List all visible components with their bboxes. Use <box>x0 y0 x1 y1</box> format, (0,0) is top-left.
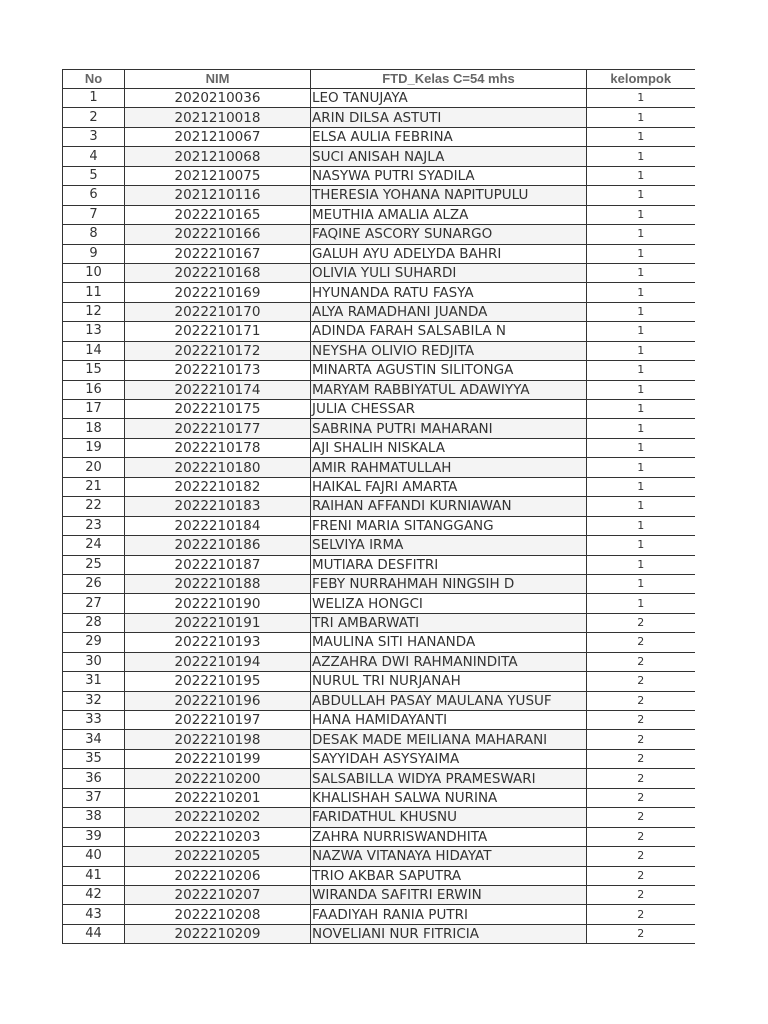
student-name: FRENI MARIA SITANGGANG <box>311 516 587 535</box>
student-nim: 2022210206 <box>125 866 311 885</box>
group-number: 1 <box>587 536 695 555</box>
row-number: 27 <box>63 594 125 613</box>
row-number: 11 <box>63 283 125 302</box>
table-row <box>63 108 695 127</box>
table-row <box>63 380 695 399</box>
group-number: 2 <box>587 691 695 710</box>
student-name: SABRINA PUTRI MAHARANI <box>311 419 587 438</box>
group-number: 1 <box>587 555 695 574</box>
student-nim: 2022210197 <box>125 711 311 730</box>
student-nim: 2022210207 <box>125 885 311 904</box>
table-row <box>63 808 695 827</box>
row-number: 25 <box>63 555 125 574</box>
group-number: 1 <box>587 205 695 224</box>
student-name: NASYWA PUTRI SYADILA <box>311 166 587 185</box>
table-row <box>63 749 695 768</box>
row-number: 44 <box>63 924 125 943</box>
table-row <box>63 225 695 244</box>
student-nim: 2021210018 <box>125 108 311 127</box>
table-row <box>63 263 695 282</box>
student-nim: 2021210116 <box>125 186 311 205</box>
student-nim: 2022210203 <box>125 827 311 846</box>
student-nim: 2022210195 <box>125 672 311 691</box>
student-name: HANA HAMIDAYANTI <box>311 711 587 730</box>
table-row <box>63 633 695 652</box>
row-number: 35 <box>63 749 125 768</box>
row-number: 3 <box>63 127 125 146</box>
group-number: 2 <box>587 711 695 730</box>
student-nim: 2022210205 <box>125 847 311 866</box>
student-nim: 2022210194 <box>125 652 311 671</box>
group-number: 2 <box>587 847 695 866</box>
student-name: ELSA AULIA FEBRINA <box>311 127 587 146</box>
table-row <box>63 477 695 496</box>
table-row <box>63 302 695 321</box>
table-row <box>63 458 695 477</box>
student-nim: 2022210186 <box>125 536 311 555</box>
table-row <box>63 769 695 788</box>
table-row <box>63 361 695 380</box>
row-number: 21 <box>63 477 125 496</box>
student-group-table <box>62 69 695 944</box>
table-row <box>63 322 695 341</box>
student-name: HYUNANDA RATU FASYA <box>311 283 587 302</box>
student-nim: 2022210202 <box>125 808 311 827</box>
student-name: MARYAM RABBIYATUL ADAWIYYA <box>311 380 587 399</box>
table-row <box>63 866 695 885</box>
student-name: NAZWA VITANAYA HIDAYAT <box>311 847 587 866</box>
group-number: 1 <box>587 380 695 399</box>
student-name: ARIN DILSA ASTUTI <box>311 108 587 127</box>
group-number: 1 <box>587 225 695 244</box>
student-nim: 2022210191 <box>125 613 311 632</box>
student-name: SUCI ANISAH NAJLA <box>311 147 587 166</box>
student-nim: 2021210067 <box>125 127 311 146</box>
student-nim: 2022210200 <box>125 769 311 788</box>
group-number: 2 <box>587 730 695 749</box>
student-nim: 2022210196 <box>125 691 311 710</box>
header-row <box>63 70 695 89</box>
student-name: FAADIYAH RANIA PUTRI <box>311 905 587 924</box>
row-number: 38 <box>63 808 125 827</box>
group-number: 1 <box>587 147 695 166</box>
student-name: RAIHAN AFFANDI KURNIAWAN <box>311 497 587 516</box>
student-name: SALSABILLA WIDYA PRAMESWARI <box>311 769 587 788</box>
table-row <box>63 419 695 438</box>
student-name: WIRANDA SAFITRI ERWIN <box>311 885 587 904</box>
student-nim: 2022210199 <box>125 749 311 768</box>
student-name: FEBY NURRAHMAH NINGSIH D <box>311 574 587 593</box>
student-nim: 2022210180 <box>125 458 311 477</box>
row-number: 13 <box>63 322 125 341</box>
student-name: LEO TANUJAYA <box>311 89 587 108</box>
student-name: MEUTHIA AMALIA ALZA <box>311 205 587 224</box>
table-row <box>63 905 695 924</box>
group-number: 2 <box>587 613 695 632</box>
student-name: AMIR RAHMATULLAH <box>311 458 587 477</box>
table-body <box>63 89 695 944</box>
table-row <box>63 613 695 632</box>
row-number: 42 <box>63 885 125 904</box>
header-kelompok: kelompok <box>587 70 695 89</box>
group-number: 2 <box>587 769 695 788</box>
table-row <box>63 166 695 185</box>
table-row <box>63 672 695 691</box>
student-name: SELVIYA IRMA <box>311 536 587 555</box>
group-number: 1 <box>587 186 695 205</box>
row-number: 12 <box>63 302 125 321</box>
student-nim: 2021210075 <box>125 166 311 185</box>
row-number: 30 <box>63 652 125 671</box>
student-name: MINARTA AGUSTIN SILITONGA <box>311 361 587 380</box>
student-nim: 2022210174 <box>125 380 311 399</box>
student-nim: 2020210036 <box>125 89 311 108</box>
row-number: 5 <box>63 166 125 185</box>
student-nim: 2022210173 <box>125 361 311 380</box>
student-name: MAULINA SITI HANANDA <box>311 633 587 652</box>
row-number: 41 <box>63 866 125 885</box>
student-name: THERESIA YOHANA NAPITUPULU <box>311 186 587 205</box>
student-name: FAQINE ASCORY SUNARGO <box>311 225 587 244</box>
student-nim: 2022210170 <box>125 302 311 321</box>
group-number: 1 <box>587 458 695 477</box>
table-row <box>63 788 695 807</box>
row-number: 28 <box>63 613 125 632</box>
student-nim: 2022210168 <box>125 263 311 282</box>
group-number: 2 <box>587 885 695 904</box>
group-number: 1 <box>587 594 695 613</box>
row-number: 34 <box>63 730 125 749</box>
row-number: 4 <box>63 147 125 166</box>
table-row <box>63 400 695 419</box>
student-nim: 2022210190 <box>125 594 311 613</box>
student-nim: 2022210187 <box>125 555 311 574</box>
group-number: 1 <box>587 497 695 516</box>
group-number: 1 <box>587 361 695 380</box>
group-number: 1 <box>587 419 695 438</box>
row-number: 26 <box>63 574 125 593</box>
row-number: 36 <box>63 769 125 788</box>
student-nim: 2022210175 <box>125 400 311 419</box>
group-number: 1 <box>587 400 695 419</box>
table-row <box>63 205 695 224</box>
row-number: 32 <box>63 691 125 710</box>
student-nim: 2022210184 <box>125 516 311 535</box>
student-name: ZAHRA NURRISWANDHITA <box>311 827 587 846</box>
student-nim: 2022210193 <box>125 633 311 652</box>
row-number: 16 <box>63 380 125 399</box>
group-number: 2 <box>587 808 695 827</box>
table-row <box>63 536 695 555</box>
group-number: 2 <box>587 788 695 807</box>
table-row <box>63 147 695 166</box>
group-number: 1 <box>587 438 695 457</box>
group-number: 1 <box>587 166 695 185</box>
group-number: 2 <box>587 633 695 652</box>
student-nim: 2022210209 <box>125 924 311 943</box>
student-name: HAIKAL FAJRI AMARTA <box>311 477 587 496</box>
row-number: 1 <box>63 89 125 108</box>
student-name: SAYYIDAH ASYSYAIMA <box>311 749 587 768</box>
table-row <box>63 283 695 302</box>
student-name: NOVELIANI NUR FITRICIA <box>311 924 587 943</box>
row-number: 40 <box>63 847 125 866</box>
student-name: AJI SHALIH NISKALA <box>311 438 587 457</box>
group-number: 2 <box>587 749 695 768</box>
group-number: 2 <box>587 905 695 924</box>
student-name: DESAK MADE MEILIANA MAHARANI <box>311 730 587 749</box>
table-row <box>63 574 695 593</box>
group-number: 2 <box>587 652 695 671</box>
header-no: No <box>63 70 125 89</box>
table-row <box>63 691 695 710</box>
header-nim: NIM <box>125 70 311 89</box>
row-number: 8 <box>63 225 125 244</box>
row-number: 2 <box>63 108 125 127</box>
group-number: 1 <box>587 574 695 593</box>
student-name: FARIDATHUL KHUSNU <box>311 808 587 827</box>
row-number: 19 <box>63 438 125 457</box>
student-nim: 2022210182 <box>125 477 311 496</box>
student-name: GALUH AYU ADELYDA BAHRI <box>311 244 587 263</box>
student-name: OLIVIA YULI SUHARDI <box>311 263 587 282</box>
table-row <box>63 555 695 574</box>
group-number: 1 <box>587 322 695 341</box>
student-nim: 2022210198 <box>125 730 311 749</box>
student-nim: 2022210201 <box>125 788 311 807</box>
student-nim: 2022210166 <box>125 225 311 244</box>
row-number: 14 <box>63 341 125 360</box>
student-name: TRI AMBARWATI <box>311 613 587 632</box>
group-number: 1 <box>587 302 695 321</box>
student-nim: 2021210068 <box>125 147 311 166</box>
table-row <box>63 847 695 866</box>
row-number: 33 <box>63 711 125 730</box>
row-number: 15 <box>63 361 125 380</box>
student-name: ALYA RAMADHANI JUANDA <box>311 302 587 321</box>
student-name: WELIZA HONGCI <box>311 594 587 613</box>
row-number: 6 <box>63 186 125 205</box>
table-row <box>63 730 695 749</box>
row-number: 29 <box>63 633 125 652</box>
group-number: 1 <box>587 108 695 127</box>
table-row <box>63 924 695 943</box>
table-row <box>63 497 695 516</box>
group-number: 1 <box>587 244 695 263</box>
group-number: 1 <box>587 127 695 146</box>
row-number: 43 <box>63 905 125 924</box>
table-row <box>63 711 695 730</box>
row-number: 23 <box>63 516 125 535</box>
student-nim: 2022210208 <box>125 905 311 924</box>
student-nim: 2022210183 <box>125 497 311 516</box>
student-nim: 2022210178 <box>125 438 311 457</box>
table-row <box>63 885 695 904</box>
student-name: ABDULLAH PASAY MAULANA YUSUF <box>311 691 587 710</box>
student-name: KHALISHAH SALWA NURINA <box>311 788 587 807</box>
group-number: 1 <box>587 516 695 535</box>
row-number: 22 <box>63 497 125 516</box>
group-number: 1 <box>587 283 695 302</box>
student-nim: 2022210165 <box>125 205 311 224</box>
student-name: NURUL TRI NURJANAH <box>311 672 587 691</box>
student-name: JULIA CHESSAR <box>311 400 587 419</box>
student-name: NEYSHA OLIVIO REDJITA <box>311 341 587 360</box>
student-nim: 2022210172 <box>125 341 311 360</box>
student-nim: 2022210177 <box>125 419 311 438</box>
table-row <box>63 341 695 360</box>
student-nim: 2022210169 <box>125 283 311 302</box>
row-number: 7 <box>63 205 125 224</box>
student-name: AZZAHRA DWI RAHMANINDITA <box>311 652 587 671</box>
row-number: 37 <box>63 788 125 807</box>
group-number: 1 <box>587 263 695 282</box>
table-row <box>63 516 695 535</box>
group-number: 1 <box>587 341 695 360</box>
student-nim: 2022210171 <box>125 322 311 341</box>
group-number: 1 <box>587 477 695 496</box>
student-name: ADINDA FARAH SALSABILA N <box>311 322 587 341</box>
group-number: 2 <box>587 866 695 885</box>
row-number: 24 <box>63 536 125 555</box>
table-row <box>63 89 695 108</box>
row-number: 9 <box>63 244 125 263</box>
table-row <box>63 127 695 146</box>
student-name: TRIO AKBAR SAPUTRA <box>311 866 587 885</box>
row-number: 10 <box>63 263 125 282</box>
table-row <box>63 827 695 846</box>
table-row <box>63 594 695 613</box>
row-number: 39 <box>63 827 125 846</box>
table-row <box>63 652 695 671</box>
row-number: 17 <box>63 400 125 419</box>
group-number: 1 <box>587 89 695 108</box>
table-row <box>63 244 695 263</box>
group-number: 2 <box>587 827 695 846</box>
table-row <box>63 438 695 457</box>
table-row <box>63 186 695 205</box>
group-number: 2 <box>587 672 695 691</box>
row-number: 31 <box>63 672 125 691</box>
student-nim: 2022210188 <box>125 574 311 593</box>
table-header <box>63 70 695 89</box>
header-class-name: FTD_Kelas C=54 mhs <box>311 70 587 89</box>
group-number: 2 <box>587 924 695 943</box>
student-name: MUTIARA DESFITRI <box>311 555 587 574</box>
student-nim: 2022210167 <box>125 244 311 263</box>
row-number: 20 <box>63 458 125 477</box>
row-number: 18 <box>63 419 125 438</box>
